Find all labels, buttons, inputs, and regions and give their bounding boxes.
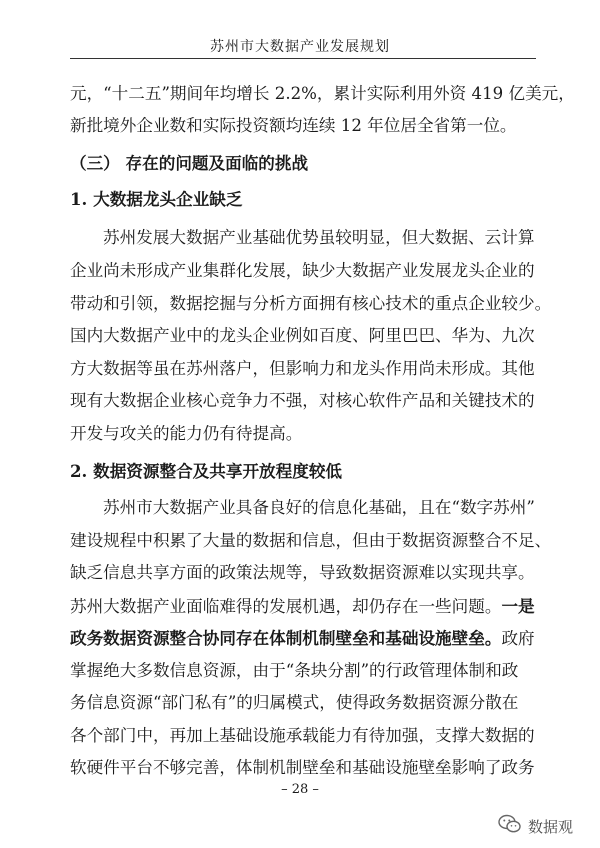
header-rule xyxy=(70,58,536,59)
body-line: 国内大数据产业中的龙头企业例如百度、阿里巴巴、华为、九次 xyxy=(70,326,535,345)
running-header: 苏州市大数据产业发展规划 xyxy=(210,39,390,55)
body-line xyxy=(70,628,540,649)
page-number: – 28 – xyxy=(281,782,319,797)
body-line: 新批境外企业数和实际投资额均连续 12 年位居全省第一位。 xyxy=(70,116,517,135)
body-text: 苏州大数据产业面临难得的发展机遇，却仍存在一些问题。 xyxy=(70,597,502,616)
body-line: 缺乏信息共享方面的政策法规等，导致数据资源难以实现共享。 xyxy=(70,563,535,582)
wechat-icon xyxy=(498,814,522,838)
body-line: 软硬件平台不够完善，体制机制壁垒和基础设施壁垒影响了政务 xyxy=(70,758,535,777)
body-line: 现有大数据企业核心竞争力不强，对核心软件产品和关键技术的 xyxy=(70,391,535,410)
emphasis-text: 政务数据资源整合协同存在体制机制壁垒和基础设施壁垒。 xyxy=(70,628,502,648)
subsection-heading: 1. 大数据龙头企业缺乏 xyxy=(70,189,243,209)
body-line: 各个部门中，再加上基础设施承载能力有待加强，支撑大数据的 xyxy=(70,726,535,745)
body-line: 苏州市大数据产业具备良好的信息化基础，且在“数字苏州” xyxy=(103,498,535,517)
body-text: 政府 xyxy=(501,629,535,648)
emphasis-text: 一是 xyxy=(501,596,535,616)
body-line: 带动和引领，数据挖掘与分析方面拥有核心技术的重点企业较少。 xyxy=(70,294,552,313)
section-heading: （三） 存在的问题及面临的挑战 xyxy=(70,153,309,173)
body-line: 建设规程中积累了大量的数据和信息，但由于数据资源整合不足、 xyxy=(70,531,552,550)
body-line: 掌握绝大多数信息资源，由于“条块分割”的行政管理体制和政 xyxy=(70,661,519,680)
body-line: 苏州发展大数据产业基础优势虽较明显，但大数据、云计算 xyxy=(103,228,535,247)
body-line: 开发与攻关的能力仍有待提高。 xyxy=(70,424,303,443)
body-line: 务信息资源“部门私有”的归属模式，使得政务数据资源分散在 xyxy=(70,693,519,712)
body-line: 企业尚未形成产业集群化发展，缺少大数据产业发展龙头企业的 xyxy=(70,261,535,280)
body-line: 方大数据等虽在苏州落户，但影响力和龙头作用尚未形成。其他 xyxy=(70,359,535,378)
watermark-text: 数据观 xyxy=(528,817,574,836)
body-line: 元，“十二五”期间年均增长 2.2%，累计实际利用外资 419 亿美元， xyxy=(70,84,575,103)
subsection-heading: 2. 数据资源整合及共享开放程度较低 xyxy=(70,461,343,481)
watermark xyxy=(498,814,573,838)
body-line xyxy=(70,596,540,617)
